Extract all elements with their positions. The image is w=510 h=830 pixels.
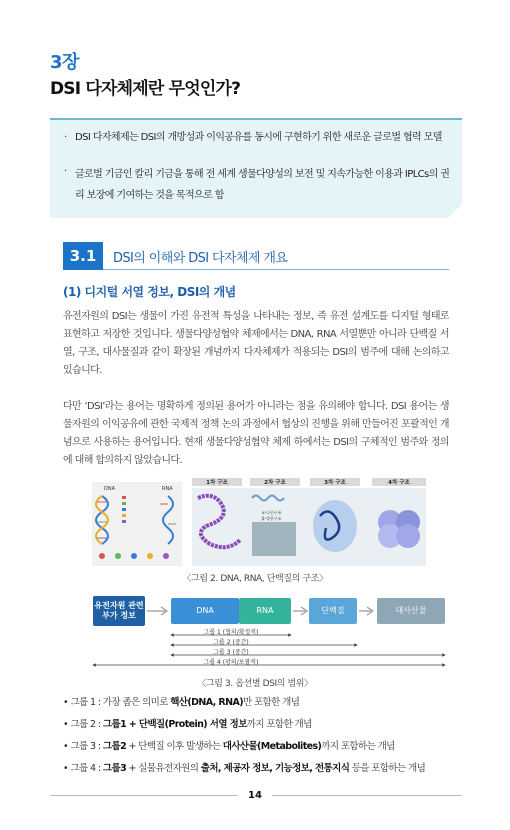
group-key-term: 출처, 제공자 정보, 기능정보, 전통지식	[200, 763, 350, 774]
bullet-dot: ·	[64, 132, 67, 143]
group-key-term: 대사산물(Metabolites)	[222, 741, 322, 752]
group-text: 까지 포함하는 개념	[321, 741, 395, 752]
group-definition: • 그룹 2 : 그룹1 + 단백질(Protein) 서열 정보까지 포함한 개념	[63, 719, 312, 730]
tertiary-structure-icon	[313, 500, 357, 552]
dna-box: DNA	[171, 598, 239, 624]
page-number-wrap	[0, 790, 510, 801]
figure-caption: 〈그림 2. DNA, RNA, 단백질의 구조〉	[182, 574, 328, 584]
quaternary-structure-icon	[378, 510, 420, 548]
structure-header: 2차 구조	[264, 480, 286, 486]
dna-label: DNA	[104, 486, 116, 492]
group-definition: • 그룹 4 : 그룹3 + 실물유전자원의 출처, 제공자 정보, 기능정보, 전통지식 등을 포함하는 개념	[63, 763, 426, 774]
folded-corner	[447, 203, 463, 219]
group-key-term: 그룹2	[102, 741, 127, 752]
summary-text: 글로벌 기금인 칼리 기금을 통해 전 세계 생물다양성의 보전 및 지속가능한 이용과 IPLCs의 권리 보장에 기여하는 것을 목적으로 함	[75, 169, 450, 201]
group-key-term: 그룹3	[102, 763, 127, 774]
structure-header: 3차 구조	[324, 480, 346, 486]
figure-caption: 〈그림 3. 옵션별 DSI의 범위〉	[197, 679, 313, 689]
subsection-title: (1) 디지털 서열 정보, DSI의 개념	[63, 285, 236, 299]
group-text: 만 포함한 개념	[242, 697, 300, 708]
group-1-label: 그룹 1 (협의/확정적)	[203, 629, 259, 636]
summary-item	[64, 130, 454, 146]
group-text: + 실물유전자원의	[126, 763, 201, 774]
group-definition: • 그룹 3 : 그룹2 + 단백질 이후 발생하는 대사산물(Metabolites)까지 포함하는 개념	[63, 741, 395, 752]
section-underline	[103, 269, 449, 270]
arrow-icon	[359, 605, 377, 617]
group-2-label: 그룹 2 (중간)	[213, 639, 249, 646]
group-text: :	[95, 719, 103, 730]
section-number: 3.1	[63, 242, 103, 270]
source-box: 유전자원 관련 부가 정보	[93, 596, 145, 626]
group-definition: • 그룹 1 : 가장 좁은 의미로 핵산(DNA, RNA)만 포함한 개념	[63, 697, 300, 708]
group-label: 그룹 2	[70, 719, 96, 730]
group-text: :	[95, 763, 103, 774]
protein-box: 단백질	[309, 598, 357, 624]
summary-item	[64, 164, 454, 206]
group-text: + 단백질 이후 발생하는	[126, 741, 223, 752]
group-label: 그룹 1	[70, 697, 96, 708]
chapter-title: DSI 다자체제란 무엇인가?	[50, 79, 241, 99]
summary-box	[50, 118, 462, 218]
section-header	[63, 242, 449, 270]
group-label: 그룹 3	[70, 741, 96, 752]
group-3-label: 그룹 3 (중간)	[213, 649, 249, 656]
rna-box: RNA	[239, 598, 291, 624]
page-number: 14	[238, 790, 272, 801]
rna-label: RNA	[162, 486, 173, 492]
group-text: 등을 포함하는 개념	[349, 763, 426, 774]
arrow-icon	[147, 605, 171, 617]
paragraph: 다만 ‘DSI’라는 용어는 명확하게 정의된 용어가 아니라는 점을 유의해야 합니다. DSI 용어는 생물자원의 이익공유에 관한 국제적 정책 논의 과정에서 협상의 진행을 위해 만들어진 포괄적인 개념으로 사용하는 용어입니다. 현재 생물다양성협약 체제 하에서는 DSI의 구체적인 범주와 정의에 대해 합의하지 않았습니다.	[63, 401, 449, 466]
group-text: : 가장 좁은 의미로	[95, 697, 171, 708]
section-title: DSI의 이해와 DSI 다자체제 개요	[113, 251, 288, 266]
dsi-scope-diagram	[63, 592, 448, 672]
structure-header: 1차 구조	[206, 480, 228, 486]
summary-text: DSI 다자체제는 DSI의 개방성과 이익공유를 동시에 구현하기 위한 새로운 글로벌 협력 모델	[75, 132, 442, 143]
chapter-number: 3장	[50, 52, 79, 73]
structure-illustration	[92, 478, 432, 568]
group-text: :	[95, 741, 103, 752]
beta-sheet-label: β-병풍구조	[262, 516, 282, 521]
group-text: 까지 포함한 개념	[246, 719, 312, 730]
structure-header: 4차 구조	[388, 480, 410, 486]
group-key-term: 그룹1 + 단백질(Protein) 서열 정보	[102, 719, 247, 730]
alpha-helix-label: α-나선구조	[262, 510, 282, 515]
paragraph: 유전자원의 DSI는 생물이 가진 유전적 특성을 나타내는 정보, 즉 유전 설계도를 디지털 형태로 표현하고 저장한 것입니다. 생물다양성협약 체제에서는 DNA, RNA 서열뿐만 아니라 단백질 서열, 구조, 대사물질과 같이 확장된 개념까지 다자체제가 적용되는 DSI의 범주에 대해 논의하고 있습니다.	[63, 311, 449, 376]
group-4-label: 그룹 4 (광의/포괄적)	[203, 659, 259, 666]
bullet-dot: ·	[64, 166, 67, 177]
group-label: 그룹 4	[70, 763, 96, 774]
group-key-term: 핵산(DNA, RNA)	[170, 697, 243, 708]
metabolite-box: 대사산물	[377, 598, 445, 624]
